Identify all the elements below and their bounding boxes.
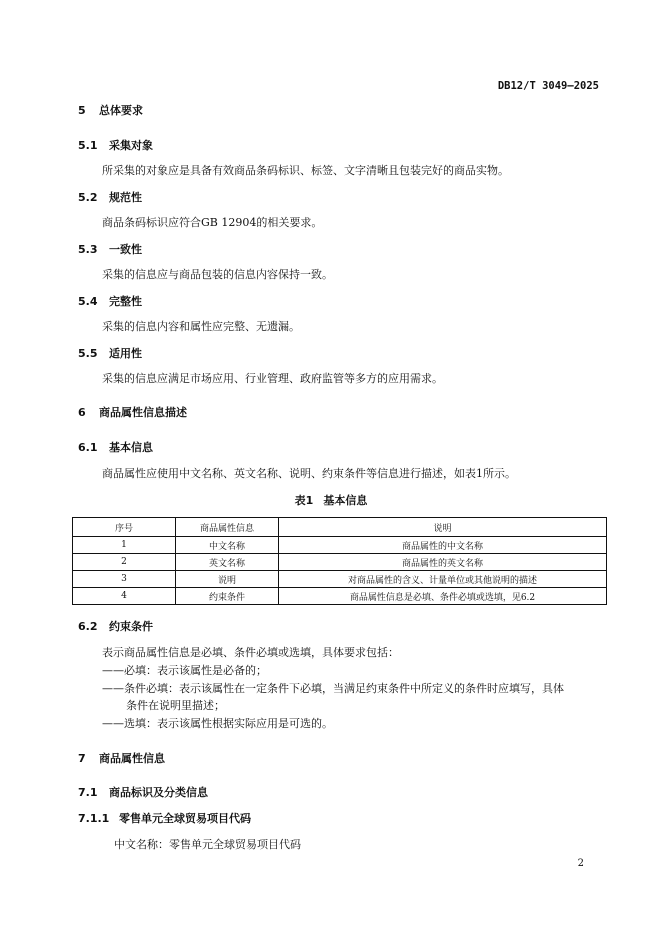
table-cell: 1 [73,537,176,554]
section-6-2-body: 表示商品属性信息是必填、条件必填或选填，具体要求包括： [102,646,399,659]
section-title: 约束条件 [109,620,153,633]
section-5-5-heading [78,345,142,361]
section-number: 7.1 [78,786,98,799]
section-number: 6.2 [78,620,98,633]
section-6-2-heading [78,618,153,634]
section-number: 6.1 [78,441,98,454]
table-cell: 商品属性的英文名称 [279,554,607,571]
section-5-4-heading [78,293,142,309]
table-row [73,554,607,571]
table-cell: 商品属性的中文名称 [279,537,607,554]
section-5-2-body: 商品条码标识应符合GB 12904的相关要求。 [102,216,323,229]
table-cell: 英文名称 [176,554,279,571]
section-7-1-heading [78,784,208,800]
section-title: 完整性 [109,295,142,308]
column-header: 序号 [73,518,176,537]
table-cell: 中文名称 [176,537,279,554]
table-caption [0,492,662,508]
table-caption-title: 基本信息 [323,494,368,507]
section-6-heading [78,404,187,420]
document-id: DB12/T 3049—2025 [497,80,599,92]
column-header: 商品属性信息 [176,518,279,537]
table-cell: 对商品属性的含义、计量单位或其他说明的描述 [279,571,607,588]
section-6-1-body: 商品属性应使用中文名称、英文名称、说明、约束条件等信息进行描述，如表1所示。 [102,467,516,480]
table-cell: 说明 [176,571,279,588]
table-cell: 约束条件 [176,588,279,605]
section-title: 零售单元全球贸易项目代码 [119,812,251,825]
table-cell: 4 [73,588,176,605]
section-5-4-body: 采集的信息内容和属性应完整、无遗漏。 [102,320,300,333]
column-header: 说明 [279,518,607,537]
table-caption-number: 表1 [294,494,314,507]
list-item-optional: ——选填：表示该属性根据实际应用是可选的。 [102,717,333,730]
section-5-1-heading [78,137,153,153]
section-title: 商品标识及分类信息 [109,786,208,799]
section-5-heading [78,102,143,118]
table-header-row [73,518,607,537]
section-7-1-1-heading [78,810,251,826]
section-number: 5.4 [78,295,98,308]
section-7-heading [78,750,165,766]
table-row [73,571,607,588]
section-title: 采集对象 [109,139,153,152]
section-number: 6 [78,406,86,419]
section-5-5-body: 采集的信息应满足市场应用、行业管理、政府监管等多方的应用需求。 [102,372,443,385]
section-5-3-heading [78,241,142,257]
section-title: 总体要求 [99,104,143,117]
table-cell: 3 [73,571,176,588]
section-title: 一致性 [109,243,142,256]
section-7-1-1-body: 中文名称：零售单元全球贸易项目代码 [114,838,301,851]
list-item-required: ——必填：表示该属性是必备的； [102,664,267,677]
list-item-conditional: ——条件必填：表示该属性在一定条件下必填，当满足约束条件中所定义的条件时应填写，具体 [102,682,564,695]
section-number: 5 [78,104,86,117]
table-cell: 商品属性信息是必填、条件必填或选填，见6.2 [279,588,607,605]
list-item-conditional-cont: 条件在说明里描述； [126,699,225,712]
section-number: 7.1.1 [78,812,110,825]
section-6-1-heading [78,439,153,455]
section-number: 5.3 [78,243,98,256]
section-number: 7 [78,752,86,765]
section-number: 5.5 [78,347,98,360]
section-5-1-body: 所采集的对象应是具备有效商品条码标识、标签、文字清晰且包装完好的商品实物。 [102,164,509,177]
section-title: 规范性 [109,191,142,204]
section-title: 商品属性信息 [99,752,165,765]
page-number: 2 [577,858,584,869]
section-title: 适用性 [109,347,142,360]
table-row [73,588,607,605]
section-number: 5.1 [78,139,98,152]
section-title: 基本信息 [109,441,153,454]
basic-info-table [72,517,607,605]
table-row [73,537,607,554]
section-number: 5.2 [78,191,98,204]
section-5-3-body: 采集的信息应与商品包装的信息内容保持一致。 [102,268,333,281]
table-cell: 2 [73,554,176,571]
section-5-2-heading [78,189,142,205]
section-title: 商品属性信息描述 [99,406,187,419]
